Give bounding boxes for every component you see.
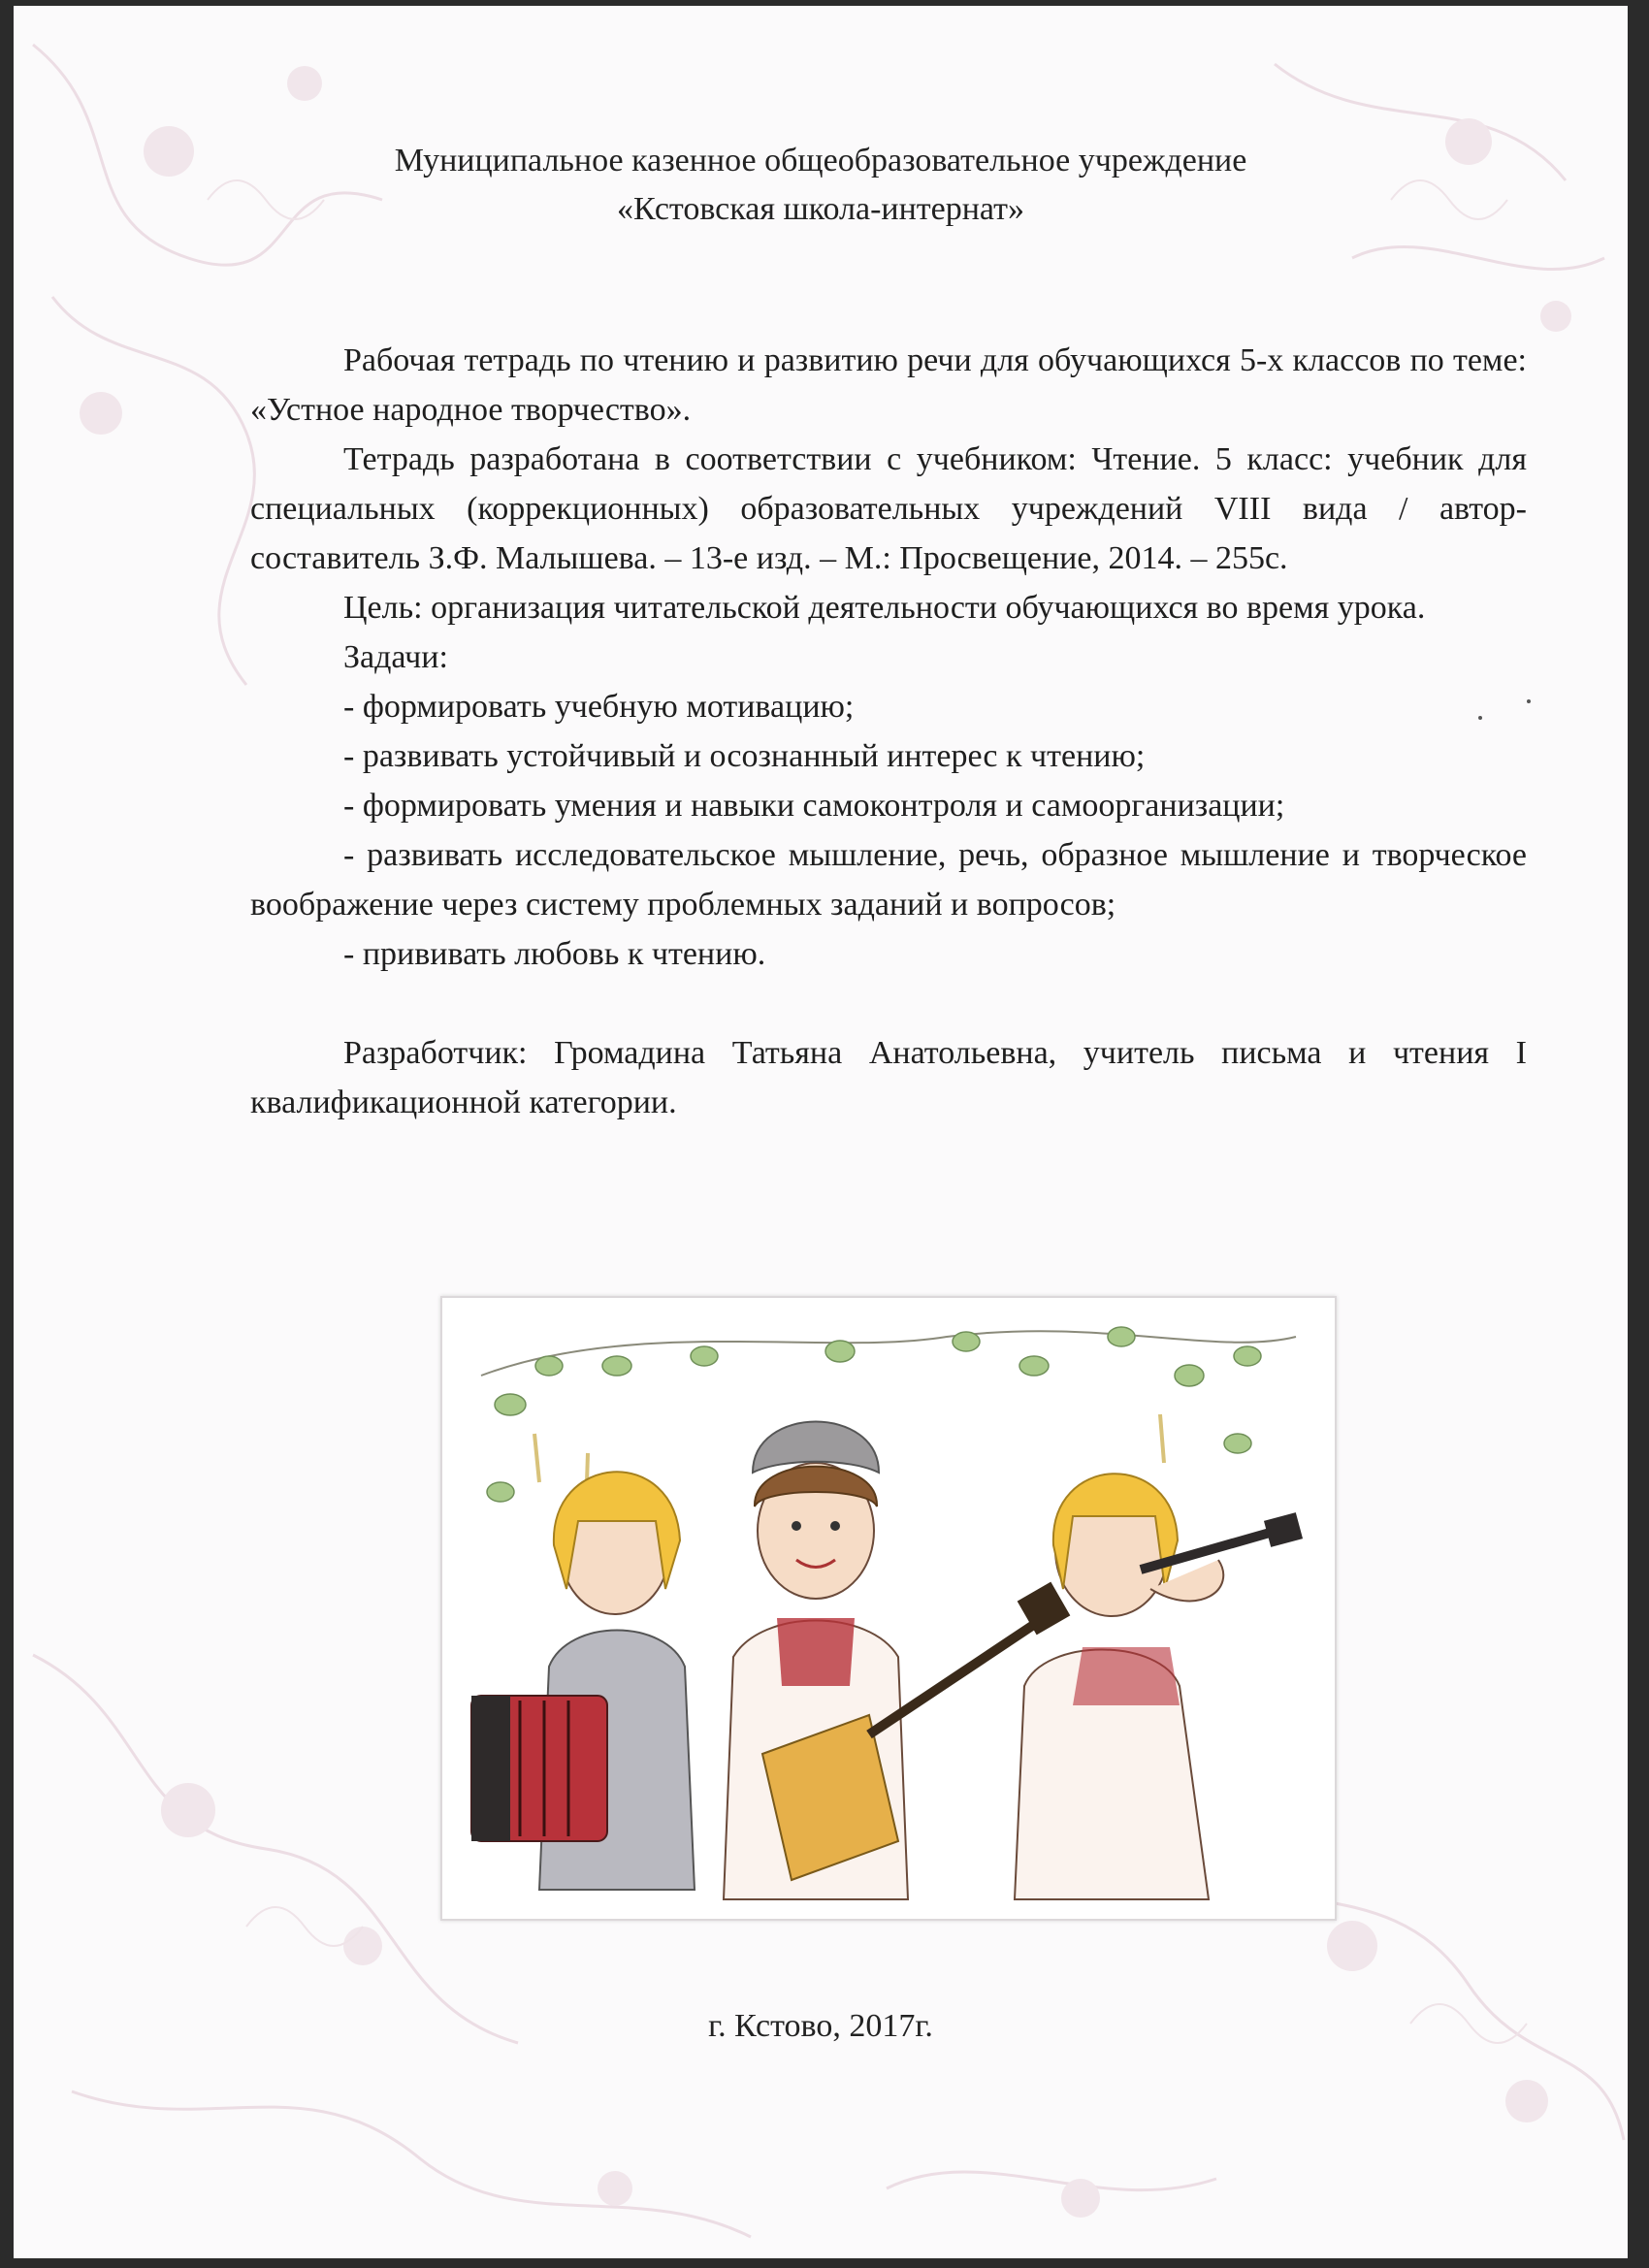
goal-paragraph: Цель: организация читательской деятельности обучающихся во время урока.	[343, 590, 1426, 626]
scan-speck	[1527, 699, 1531, 703]
blank-line	[250, 979, 1527, 1028]
folk-musicians-illustration	[440, 1296, 1337, 1921]
folk-musicians-drawing	[442, 1298, 1331, 1915]
scan-speck	[1478, 716, 1482, 720]
institution-header	[14, 137, 1628, 234]
textbook-paragraph: Тетрадь разработана в соответствии с учебником: Чтение. 5 класс: учебник для специальных (коррекционных) образовательных учреждений VIII вида / автор-составитель З.Ф. Малышева. – 13-е изд. – М.: Просвещение, 2014. – 255с.	[250, 441, 1527, 576]
task-item: - формировать учебную мотивацию;	[343, 689, 855, 725]
document-page	[14, 6, 1628, 2258]
intro-paragraph: Рабочая тетрадь по чтению и развитию речи для обучающихся 5-х классов по теме: «Устное народное творчество».	[250, 342, 1527, 428]
task-item: - развивать исследовательское мышление, речь, образное мышление и творческое воображение через систему проблемных заданий и вопросов;	[250, 837, 1527, 923]
institution-name: «Кстовская школа-интернат»	[616, 191, 1025, 227]
developer-paragraph: Разработчик: Громадина Татьяна Анатольевна, учитель письма и чтения I квалификационной категории.	[250, 1035, 1527, 1120]
task-item: - формировать умения и навыки самоконтроля и самоорганизации;	[343, 788, 1285, 824]
institution-type: Муниципальное казенное общеобразовательное учреждение	[394, 143, 1247, 178]
task-item: - прививать любовь к чтению.	[343, 936, 766, 972]
task-item: - развивать устойчивый и осознанный интерес к чтению;	[343, 738, 1146, 774]
boy-accordion	[471, 1472, 695, 1890]
boy-pipe	[1015, 1474, 1303, 1899]
tasks-title: Задачи:	[343, 639, 448, 675]
place-and-year: г. Кстово, 2017г.	[708, 2008, 933, 2044]
document-body	[250, 336, 1527, 1127]
